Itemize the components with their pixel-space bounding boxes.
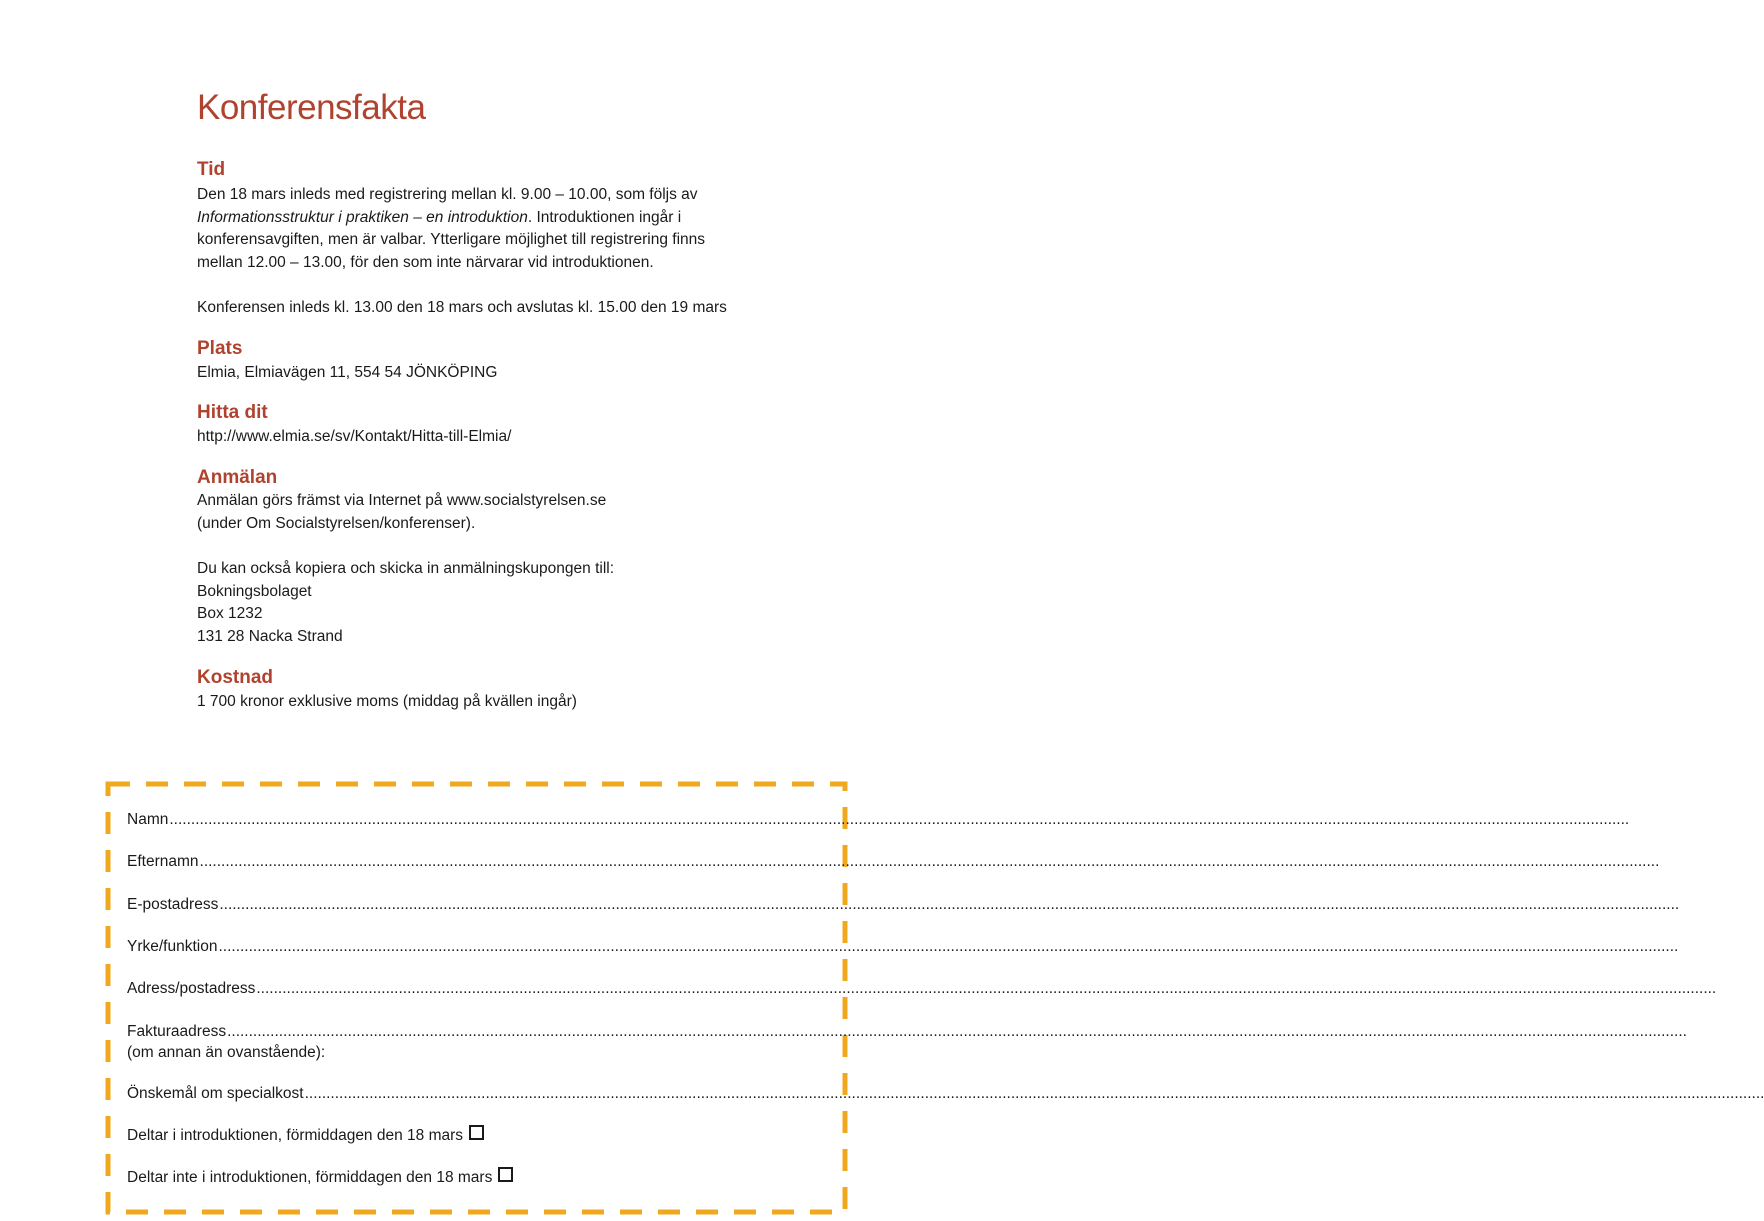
page-title: Konferensfakta (197, 88, 426, 127)
name-label: Namn (127, 811, 169, 828)
section-heading-tid: Tid (197, 159, 226, 180)
skip-introduction-checkbox[interactable] (498, 1167, 513, 1182)
section-heading-kostnad: Kostnad (197, 667, 273, 688)
cost-text: 1 700 kronor exklusive moms (middag på kvällen ingår) (197, 693, 577, 710)
conference-time-text: Konferensen inleds kl. 13.00 den 18 mars och avslutas kl. 15.00 den 19 mars (197, 299, 727, 316)
profession-field[interactable] (127, 936, 1679, 957)
mail-company: Bokningsbolaget (197, 582, 312, 600)
mail-intro: Du kan också kopiera och skicka in anmälningskupongen till: (197, 560, 615, 577)
email-field[interactable] (127, 894, 1680, 915)
directions-link[interactable]: http://www.elmia.se/sv/Kontakt/Hitta-till-Elmia/ (197, 428, 512, 445)
diet-field[interactable] (127, 1083, 1764, 1104)
attend-introduction-label: Deltar i introduktionen, förmiddagen den 18 mars (127, 1127, 464, 1144)
address-field[interactable] (127, 978, 1717, 999)
tid-line-2-rest: . Introduktionen ingår i (527, 208, 682, 226)
section-heading-anmalan: Anmälan (197, 467, 278, 488)
mail-box: Box 1232 (197, 605, 263, 623)
invoice-address-label: Fakturaadress (127, 1023, 227, 1040)
address-label: Adress/postadress (127, 980, 256, 997)
profession-label: Yrke/funktion (127, 938, 218, 955)
attend-introduction-option[interactable] (127, 1125, 819, 1146)
name-dotted-line[interactable]: ................................................................................................................................................................................................................................................................................................................................................... (169, 811, 1630, 828)
tid-line-3: konferensavgiften, men är valbar. Ytterligare möjlighet till registrering finns (197, 231, 706, 249)
email-label: E-postadress (127, 896, 219, 913)
registration-line-1: Anmälan görs främst via Internet på www.socialstyrelsen.se (197, 492, 607, 509)
attend-introduction-checkbox[interactable] (469, 1125, 484, 1140)
surname-dotted-line[interactable]: ................................................................................................................................................................................................................................................................................................................................................... (199, 853, 1660, 870)
invoice-address-note: (om annan än ovanstående): (127, 1044, 326, 1061)
invoice-address-field[interactable] (127, 1021, 1687, 1061)
surname-label: Efternamn (127, 853, 199, 870)
name-field[interactable] (127, 809, 1630, 830)
diet-label: Önskemål om specialkost (127, 1085, 304, 1102)
registration-coupon (105, 781, 1764, 1215)
tid-line-2 (197, 207, 705, 230)
tid-paragraph (197, 184, 705, 275)
invoice-address-dotted-line[interactable]: ................................................................................................................................................................................................................................................................................................................................................... (227, 1023, 1687, 1040)
skip-introduction-option[interactable] (127, 1167, 819, 1188)
registration-paragraph (197, 490, 606, 535)
profession-dotted-line[interactable]: ................................................................................................................................................................................................................................................................................................................................................... (218, 938, 1679, 955)
registration-line-2: (under Om Socialstyrelsen/konferenser). (197, 514, 476, 532)
tid-line-4: mellan 12.00 – 13.00, för den som inte närvarar vid introduktionen. (197, 254, 654, 272)
mail-postal-city: 131 28 Nacka Strand (197, 628, 343, 646)
skip-introduction-label: Deltar inte i introduktionen, förmiddagen den 18 mars (127, 1169, 493, 1186)
introduction-title: Informationsstruktur i praktiken – en introduktion (197, 208, 528, 226)
venue-address: Elmia, Elmiavägen 11, 554 54 JÖNKÖPING (197, 364, 498, 381)
email-dotted-line[interactable]: ................................................................................................................................................................................................................................................................................................................................................... (219, 896, 1680, 913)
section-heading-hitta-dit: Hitta dit (197, 402, 268, 423)
surname-field[interactable] (127, 851, 1660, 872)
mail-address-paragraph (197, 558, 614, 649)
section-heading-plats: Plats (197, 338, 243, 359)
address-dotted-line[interactable]: ................................................................................................................................................................................................................................................................................................................................................... (256, 980, 1717, 997)
diet-dotted-line[interactable]: ................................................................................................................................................................................................................................................................................................................................................... (304, 1085, 1764, 1102)
tid-line-1: Den 18 mars inleds med registrering mellan kl. 9.00 – 10.00, som följs av (197, 186, 698, 203)
